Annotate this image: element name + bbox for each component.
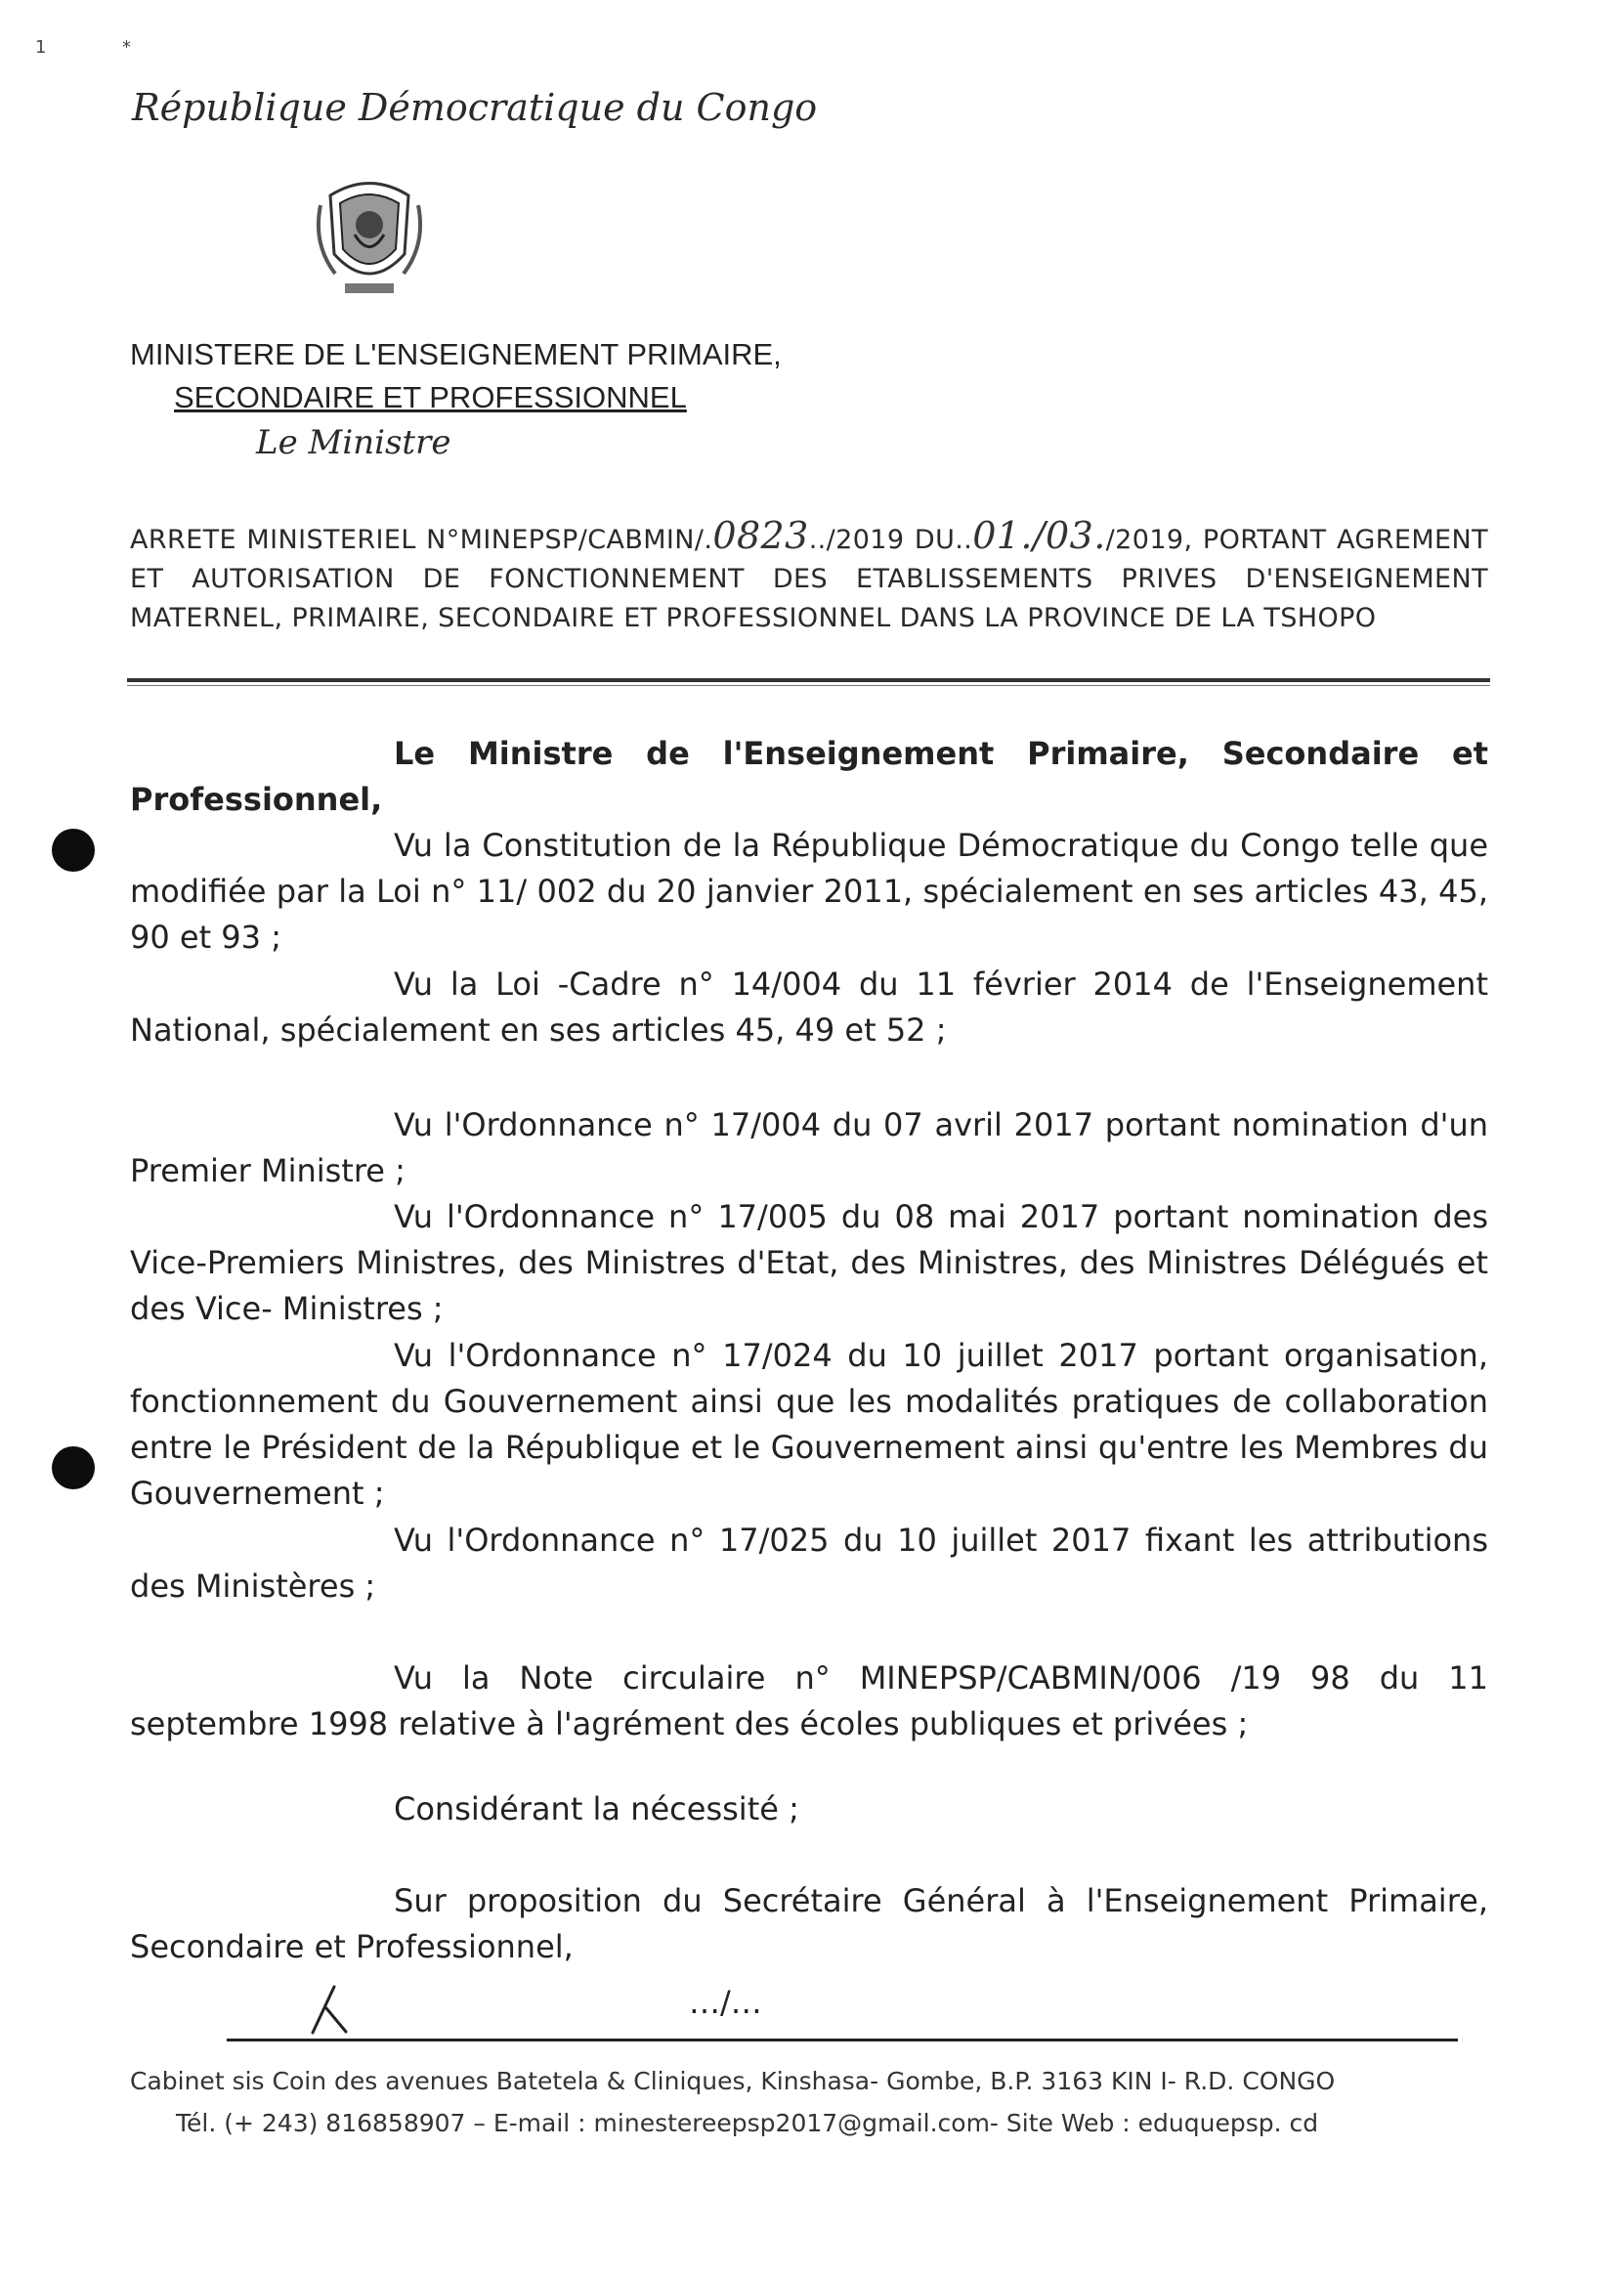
considerant-paragraph <box>130 1786 1488 1832</box>
considerant-text: Considérant la nécessité ; <box>394 1790 799 1827</box>
proposition-paragraph <box>130 1878 1488 1970</box>
proposition-text: Sur proposition du Secrétaire Général à l'Enseignement Primaire, Secondaire et Professionnel, <box>130 1882 1488 1965</box>
vu-ordonnance-17-004-paragraph <box>130 1102 1488 1194</box>
decree-date-handwritten: 01./03. <box>972 514 1106 557</box>
ministry-line-1: MINISTERE DE L'ENSEIGNEMENT PRIMAIRE, <box>130 337 782 371</box>
corner-mark-left: 1 <box>35 37 47 58</box>
title-part-3: /2019, PORTANT AGREMENT ET AUTORISATION DE FONCTIONNEMENT DES ETABLISSEMENTS PRIVES D'ENSEIGNEMENT MATERNEL, PRIMAIRE, SECONDAIRE ET PROFESSIONNEL DANS LA PROVINCE DE LA TSHOPO <box>130 525 1488 633</box>
office-title: Le Ministre <box>256 423 451 462</box>
decree-title <box>130 516 1488 638</box>
vu-ordonnance-17-004-text: Vu l'Ordonnance n° 17/004 du 07 avril 2017 portant nomination d'un Premier Ministre ; <box>130 1106 1488 1189</box>
opening-paragraph <box>130 731 1488 823</box>
country-name: République Démocratique du Congo <box>132 86 818 129</box>
title-divider-thin <box>127 685 1490 686</box>
punch-hole-top <box>52 829 95 872</box>
vu-ordonnance-17-005-text: Vu l'Ordonnance n° 17/005 du 08 mai 2017 portant nomination des Vice-Premiers Ministres, des Ministres d'Etat, des Ministres, des Ministres Délégués et des Vice- Ministres ; <box>130 1198 1488 1327</box>
footer-divider <box>227 2039 1458 2041</box>
vu-ordonnance-17-005-paragraph <box>130 1194 1488 1332</box>
vu-constitution-text: Vu la Constitution de la République Démocratique du Congo telle que modifiée par la Loi n° 11/ 002 du 20 janvier 2011, spécialement en ses articles 43, 45, 90 et 93 ; <box>130 827 1488 956</box>
ministry-line-2: SECONDAIRE ET PROFESSIONNEL <box>174 380 687 414</box>
footer-address: Cabinet sis Coin des avenues Batetela & Cliniques, Kinshasa- Gombe, B.P. 3163 KIN I- R.D. CONGO <box>130 2067 1336 2095</box>
vu-ordonnance-17-025-paragraph <box>130 1518 1488 1610</box>
vu-loi-cadre-text: Vu la Loi -Cadre n° 14/004 du 11 février 2014 de l'Enseignement National, spécialement en ses articles 45, 49 et 52 ; <box>130 966 1488 1049</box>
opening-text: Le Ministre de l'Enseignement Primaire, Secondaire et Professionnel, <box>130 735 1488 818</box>
vu-ordonnance-17-024-text: Vu l'Ordonnance n° 17/024 du 10 juillet 2017 portant organisation, fonctionnement du Gouvernement ainsi que les modalités pratiques de collaboration entre le Président de la République et le Gouvernement ainsi qu'entre les Membres du Gouvernement ; <box>130 1337 1488 1512</box>
vu-note-circulaire-text: Vu la Note circulaire n° MINEPSP/CABMIN/006 /19 98 du 11 septembre 1998 relative à l'agrément des écoles publiques et privées ; <box>130 1659 1488 1742</box>
vu-ordonnance-17-024-paragraph <box>130 1333 1488 1517</box>
handwritten-initial-mark <box>305 1979 354 2041</box>
title-part-1: ARRETE MINISTERIEL N°MINEPSP/CABMIN/. <box>130 525 713 555</box>
continuation-mark: …/… <box>689 1984 762 2021</box>
corner-mark-right: * <box>122 37 131 58</box>
title-part-2: ../2019 DU.. <box>808 525 973 555</box>
decree-number-handwritten: 0823 <box>712 514 809 557</box>
coat-of-arms-icon <box>311 166 428 303</box>
vu-constitution-paragraph <box>130 823 1488 961</box>
title-divider <box>127 678 1490 682</box>
footer-contact: Tél. (+ 243) 816858907 – E-mail : minestereepsp2017@gmail.com- Site Web : eduquepsp. cd <box>176 2109 1319 2137</box>
punch-hole-bottom <box>52 1446 95 1489</box>
vu-note-circulaire-paragraph <box>130 1655 1488 1747</box>
vu-ordonnance-17-025-text: Vu l'Ordonnance n° 17/025 du 10 juillet 2017 fixant les attributions des Ministères ; <box>130 1522 1488 1605</box>
vu-loi-cadre-paragraph <box>130 962 1488 1053</box>
